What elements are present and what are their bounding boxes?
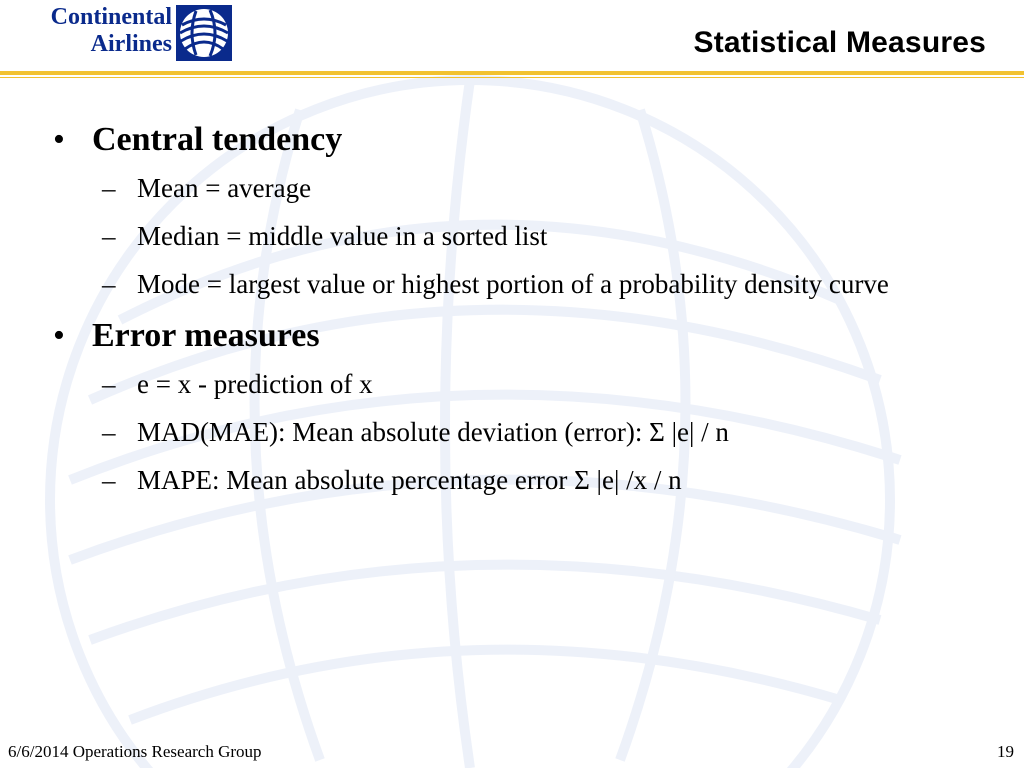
- sub-marker: –: [102, 417, 116, 447]
- bullet-heading: [0, 118, 1024, 162]
- list-item: [0, 264, 917, 304]
- title-divider-thin: [0, 77, 1024, 78]
- list-item-text: MAD(MAE): Mean absolute deviation (error): Σ |e| / n: [137, 417, 729, 447]
- sub-marker: –: [102, 173, 116, 203]
- sub-marker: –: [102, 465, 116, 495]
- sub-marker: –: [102, 369, 116, 399]
- list-item-text: MAPE: Mean absolute percentage error Σ |e| /x / n: [137, 465, 682, 495]
- list-item: [0, 460, 917, 500]
- slide-title: Statistical Measures: [693, 26, 986, 59]
- logo-line-1: Continental: [50, 4, 172, 30]
- title-divider: [0, 71, 1024, 75]
- bullet-marker: •: [53, 317, 65, 354]
- logo-line-2: Airlines: [90, 31, 172, 57]
- bullet-heading: [0, 314, 1024, 358]
- list-item: [0, 168, 917, 208]
- footer-date-group: 6/6/2014 Operations Research Group: [8, 742, 262, 761]
- list-item: [0, 412, 917, 452]
- slide-content: [0, 118, 1024, 508]
- list-item: [0, 364, 917, 404]
- globe-logo-icon: [176, 5, 232, 61]
- bullet-heading-text: Central tendency: [92, 121, 343, 158]
- list-item-text: Mode = largest value or highest portion of a probability density curve: [137, 269, 889, 299]
- sub-marker: –: [102, 221, 116, 251]
- sub-marker: –: [102, 269, 116, 299]
- bullet-marker: •: [53, 121, 65, 158]
- list-item-text: e = x - prediction of x: [137, 369, 373, 399]
- page-number: 19: [997, 742, 1014, 761]
- list-item-text: Median = middle value in a sorted list: [137, 221, 548, 251]
- bullet-heading-text: Error measures: [92, 317, 320, 354]
- list-item: [0, 216, 917, 256]
- list-item-text: Mean = average: [137, 173, 312, 203]
